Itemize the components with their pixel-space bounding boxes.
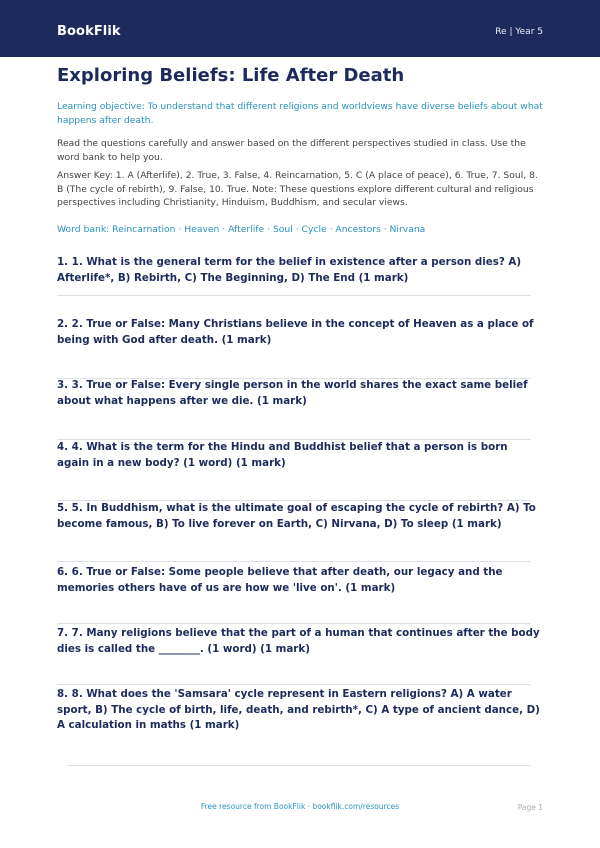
answer-line-7[interactable] [57, 684, 531, 685]
footer-link[interactable]: Free resource from BookFlik · bookflik.com/resources [200, 802, 400, 811]
question-2: 2. 2. True or False: Many Christians believe in the concept of Heaven as a place of being with God after death. (1 mark) [57, 318, 534, 346]
footer-divider [68, 765, 531, 766]
answer-line-6[interactable] [57, 623, 531, 624]
answer-line-5[interactable] [57, 561, 531, 562]
page-title: Exploring Beliefs: Life After Death [57, 65, 405, 86]
question-7: 7. 7. Many religions believe that the part of a human that continues after the body dies is called the ________. (1 word) (1 mark) [57, 627, 540, 655]
answer-key: Answer Key: 1. A (Afterlife), 2. True, 3. False, 4. Reincarnation, 5. C (A place of peace), 6. True, 7. Soul, 8. B (The cycle of rebirth), 9. False, 10. True. Note: These questions explore different cultural and religious perspectives including Christianity, Hinduism, Buddhism, and secular views. [57, 170, 538, 208]
header-bar [0, 0, 600, 57]
page-number: Page 1 [517, 803, 543, 812]
question-5: 5. 5. In Buddhism, what is the ultimate goal of escaping the cycle of rebirth? A) To become famous, B) To live forever on Earth, C) Nirvana, D) To sleep (1 mark) [57, 502, 536, 530]
question-8: 8. 8. What does the 'Samsara' cycle represent in Eastern religions? A) A water sport, B) The cycle of birth, life, death, and rebirth*, C) A type of ancient dance, D) A calculation in maths (1 mark) [57, 688, 540, 731]
word-bank: Word bank: Reincarnation · Heaven · Afterlife · Soul · Cycle · Ancestors · Nirvana [57, 224, 426, 235]
instructions: Read the questions carefully and answer based on the different perspectives studied in class. Use the word bank to help you. [57, 138, 526, 163]
answer-line-1[interactable] [57, 295, 531, 296]
question-6: 6. 6. True or False: Some people believe that after death, our legacy and the memories others have of us are how we 'live on'. (1 mark) [57, 566, 503, 594]
learning-objective: Learning objective: To understand that different religions and worldviews have diverse beliefs about what happens after death. [57, 101, 543, 126]
brand-logo-text[interactable]: BookFlik [57, 24, 121, 39]
subject-year-label: Re | Year 5 [495, 27, 543, 37]
question-3: 3. 3. True or False: Every single person in the world shares the exact same belief about what happens after we die. (1 mark) [57, 379, 528, 407]
question-4: 4. 4. What is the term for the Hindu and Buddhist belief that a person is born again in a new body? (1 word) (1 mark) [57, 441, 508, 469]
question-1: 1. 1. What is the general term for the belief in existence after a person dies? A) Afterlife*, B) Rebirth, C) The Beginning, D) The End (1 mark) [57, 256, 522, 284]
